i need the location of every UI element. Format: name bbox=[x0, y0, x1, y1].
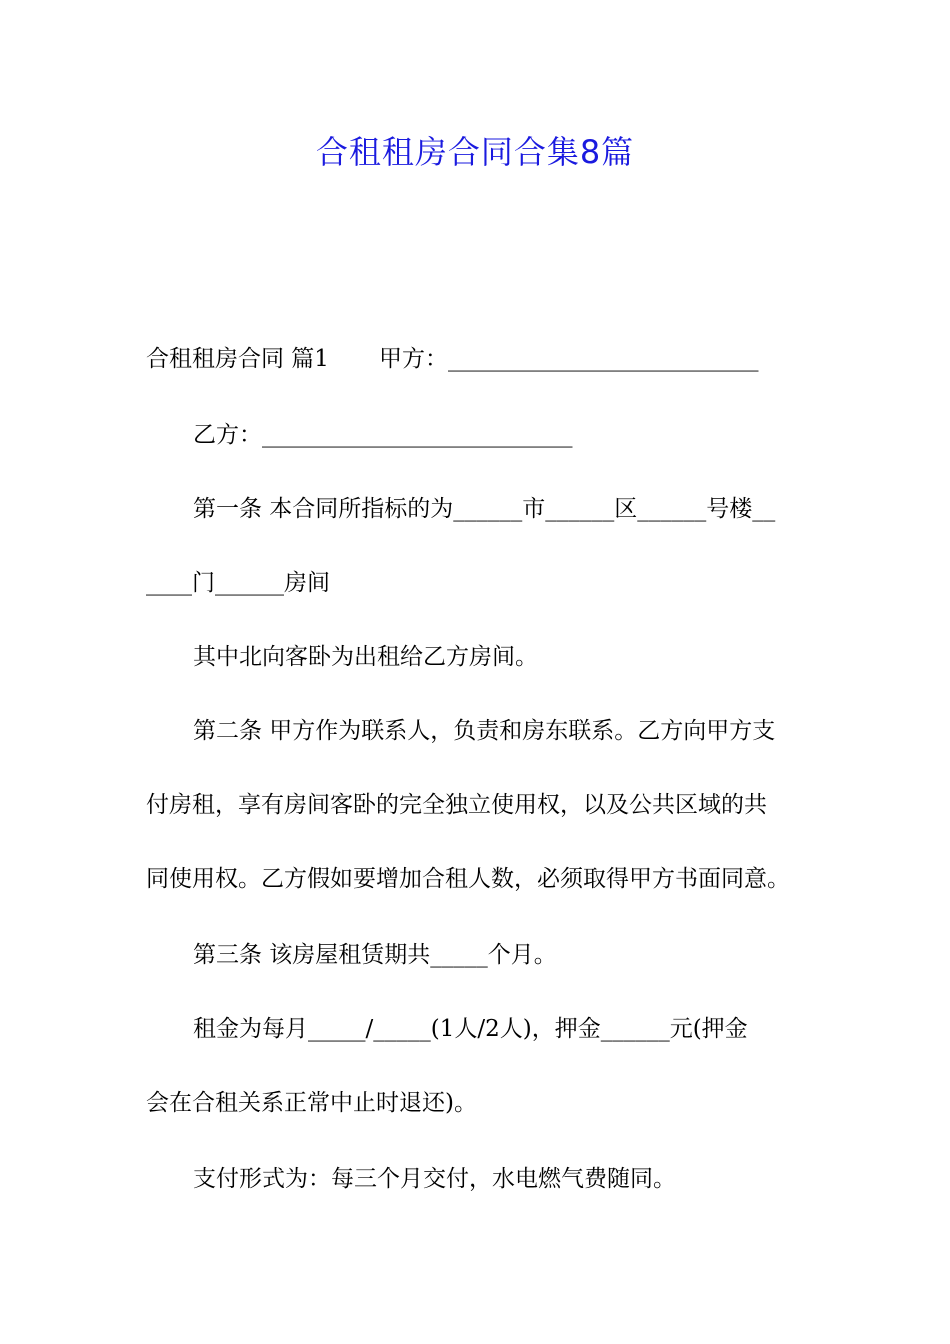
party-a-line: 甲方：___________________________ bbox=[378, 346, 759, 372]
document-title: 合租租房合同合集8篇 bbox=[315, 133, 635, 171]
clause-1-line-1: 第一条 本合同所指标的为______市______区______号楼__ bbox=[193, 496, 776, 522]
clause-3-line: 第三条 该房屋租赁期共_____个月。 bbox=[193, 942, 557, 968]
paragraph-north-room: 其中北向客卧为出租给乙方房间。 bbox=[193, 644, 538, 670]
clause-2-line-3: 同使用权。乙方假如要增加合租人数，必须取得甲方书面同意。 bbox=[146, 866, 790, 892]
rent-line-2: 会在合租关系正常中止时退还)。 bbox=[146, 1090, 477, 1116]
clause-2-line-2: 付房租，享有房间客卧的完全独立使用权，以及公共区域的共 bbox=[146, 792, 767, 818]
section-heading: 合租租房合同 篇1 bbox=[146, 346, 329, 372]
rent-line-1: 租金为每月_____/_____(1人/2人)，押金______元(押金 bbox=[193, 1016, 748, 1042]
clause-1-line-2: ____门______房间 bbox=[146, 570, 330, 596]
party-b-line: 乙方：___________________________ bbox=[193, 422, 573, 448]
payment-line: 支付形式为：每三个月交付，水电燃气费随同。 bbox=[193, 1166, 676, 1192]
clause-2-line-1: 第二条 甲方作为联系人，负责和房东联系。乙方向甲方支 bbox=[193, 718, 776, 744]
section-heading-row bbox=[146, 342, 806, 376]
